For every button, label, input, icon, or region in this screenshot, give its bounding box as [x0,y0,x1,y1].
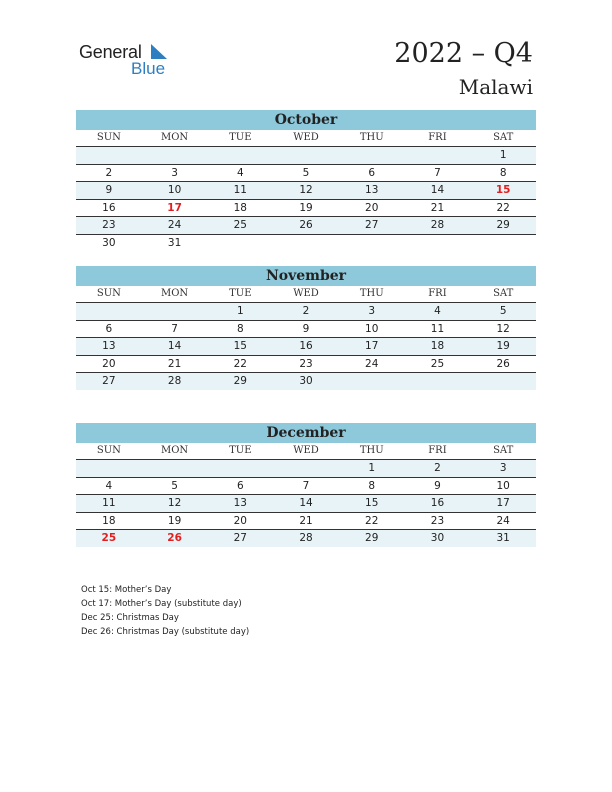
day-cell: 29 [365,532,379,544]
day-cell: 25 [101,532,117,544]
day-cell: 14 [167,340,182,352]
day-cell: 28 [299,532,313,544]
day-cell: 27 [102,375,116,387]
day-cell: 13 [102,340,116,352]
day-cell: 26 [496,357,510,370]
empty-day-cell [470,235,536,252]
day-cell: 22 [233,357,247,370]
day-cell: 23 [299,357,313,370]
empty-day-cell [339,147,405,164]
weekday-label: THU [359,288,384,299]
day-cell: 24 [365,357,379,370]
week-row [76,513,536,531]
weekday-label: WED [293,445,319,456]
weekday-label: TUE [229,288,252,299]
day-cell: 7 [434,166,441,179]
week-row [76,495,536,513]
day-cell: 25 [233,219,247,231]
day-cell: 2 [105,166,113,179]
day-cell: 26 [299,219,313,231]
week-row [76,321,536,339]
empty-day-cell [470,373,536,390]
day-cell: 1 [236,305,244,317]
day-cell: 3 [368,305,376,317]
week-row [76,373,536,390]
day-cell: 18 [102,514,116,527]
day-cell: 7 [302,479,310,492]
month-title: December [76,423,536,443]
week-row [76,460,536,478]
day-cell: 30 [102,236,116,249]
day-cell: 7 [171,322,178,335]
day-cell: 21 [299,514,313,527]
day-cell: 2 [302,305,310,317]
day-cell: 17 [365,340,379,352]
week-row [76,235,536,252]
week-row [76,165,536,183]
month-calendar-december [76,423,536,547]
weekday-label: WED [293,132,319,143]
weekday-label: SAT [493,288,514,299]
logo-general-text: General [79,42,142,62]
day-cell: 20 [233,514,247,527]
day-cell: 21 [430,201,445,214]
day-cell: 4 [434,305,441,317]
day-cell: 14 [299,497,313,509]
empty-day-cell [405,235,471,252]
day-cell: 6 [105,322,113,335]
weekday-label: FRI [428,445,447,456]
day-cell: 1 [368,462,376,474]
empty-day-cell [339,235,405,252]
day-cell: 17 [167,201,182,214]
weekday-label: FRI [428,132,447,143]
weekday-label: THU [359,132,384,143]
empty-day-cell [339,373,405,390]
day-cell: 9 [105,184,113,196]
day-cell: 10 [496,479,510,492]
day-cell: 4 [236,166,244,179]
month-calendar-october [76,110,536,251]
holiday-notes [81,583,249,639]
week-row [76,147,536,165]
day-cell: 20 [365,201,379,214]
day-cell: 1 [499,149,507,161]
day-cell: 25 [430,357,445,370]
day-cell: 11 [430,322,445,335]
day-cell: 5 [171,479,178,492]
day-cell: 23 [102,219,116,231]
day-cell: 31 [496,532,510,544]
week-row [76,338,536,356]
empty-day-cell [207,147,273,164]
day-cell: 13 [233,497,247,509]
day-cell: 8 [368,479,376,492]
weekday-label: MON [160,132,189,143]
period-title: 2022 – Q4 [394,38,533,69]
day-cell: 8 [236,322,244,335]
day-cell: 16 [102,201,116,214]
day-cell: 12 [496,322,510,335]
weekday-header-row [76,286,536,303]
day-cell: 6 [236,479,244,492]
month-calendar-november [76,266,536,390]
weekday-label: TUE [229,132,252,143]
empty-day-cell [142,303,208,320]
day-cell: 11 [233,184,247,196]
day-cell: 27 [365,219,379,231]
week-row [76,530,536,547]
weekday-label: THU [359,445,384,456]
holiday-note: Oct 15: Mother’s Day [81,585,172,595]
weekday-header-row [76,130,536,147]
weekday-label: MON [160,445,189,456]
day-cell: 28 [167,375,182,387]
weekday-label: SAT [493,445,514,456]
empty-day-cell [142,147,208,164]
day-cell: 17 [496,497,510,509]
day-cell: 20 [102,357,116,370]
day-cell: 16 [299,340,313,352]
day-cell: 15 [495,184,511,196]
day-cell: 24 [167,219,182,231]
empty-day-cell [207,460,273,477]
weekday-label: FRI [428,288,447,299]
logo-triangle-icon [149,44,167,60]
day-cell: 22 [496,201,510,214]
weekday-label: SUN [96,445,121,456]
weekday-label: MON [160,288,189,299]
weekday-label: SUN [96,288,121,299]
day-cell: 26 [167,532,182,544]
weekday-label: SAT [493,132,514,143]
day-cell: 19 [496,340,510,352]
day-cell: 5 [499,305,507,317]
day-cell: 22 [365,514,379,527]
empty-day-cell [76,147,142,164]
logo [79,40,189,80]
day-cell: 9 [302,322,310,335]
month-title: October [76,110,536,130]
day-cell: 12 [167,497,182,509]
empty-day-cell [76,460,142,477]
day-cell: 8 [499,166,507,179]
day-cell: 30 [299,375,313,387]
empty-day-cell [207,235,273,252]
day-cell: 31 [167,236,182,249]
day-cell: 12 [299,184,313,196]
day-cell: 24 [496,514,510,527]
weekday-label: TUE [229,445,252,456]
week-row [76,200,536,218]
week-row [76,356,536,374]
day-cell: 28 [430,219,445,231]
empty-day-cell [405,147,471,164]
day-cell: 5 [302,166,310,179]
empty-day-cell [273,460,339,477]
holiday-note: Oct 17: Mother’s Day (substitute day) [81,599,242,609]
weekday-label: WED [293,288,319,299]
empty-day-cell [142,460,208,477]
day-cell: 10 [167,184,182,196]
week-row [76,303,536,321]
empty-day-cell [405,373,471,390]
empty-day-cell [273,147,339,164]
week-row [76,478,536,496]
empty-day-cell [76,303,142,320]
day-cell: 19 [299,201,313,214]
day-cell: 2 [434,462,441,474]
day-cell: 15 [233,340,247,352]
weekday-label: SUN [96,132,121,143]
day-cell: 30 [430,532,445,544]
logo-blue-text: Blue [131,59,166,78]
holiday-note: Dec 26: Christmas Day (substitute day) [81,627,250,637]
day-cell: 18 [430,340,445,352]
day-cell: 19 [167,514,182,527]
day-cell: 14 [430,184,445,196]
day-cell: 9 [434,479,441,492]
empty-day-cell [273,235,339,252]
day-cell: 21 [167,357,182,370]
day-cell: 3 [499,462,507,474]
weekday-header-row [76,443,536,460]
day-cell: 3 [171,166,178,179]
day-cell: 18 [233,201,247,214]
day-cell: 15 [365,497,379,509]
day-cell: 29 [233,375,247,387]
week-row [76,217,536,235]
day-cell: 23 [430,514,445,527]
country-name: Malawi [458,75,533,99]
holiday-note: Dec 25: Christmas Day [81,613,179,623]
day-cell: 27 [233,532,247,544]
month-title: November [76,266,536,286]
day-cell: 16 [430,497,445,509]
day-cell: 10 [365,322,379,335]
day-cell: 4 [105,479,113,492]
day-cell: 11 [102,497,116,509]
day-cell: 29 [496,219,510,231]
day-cell: 6 [368,166,376,179]
week-row [76,182,536,200]
day-cell: 13 [365,184,379,196]
